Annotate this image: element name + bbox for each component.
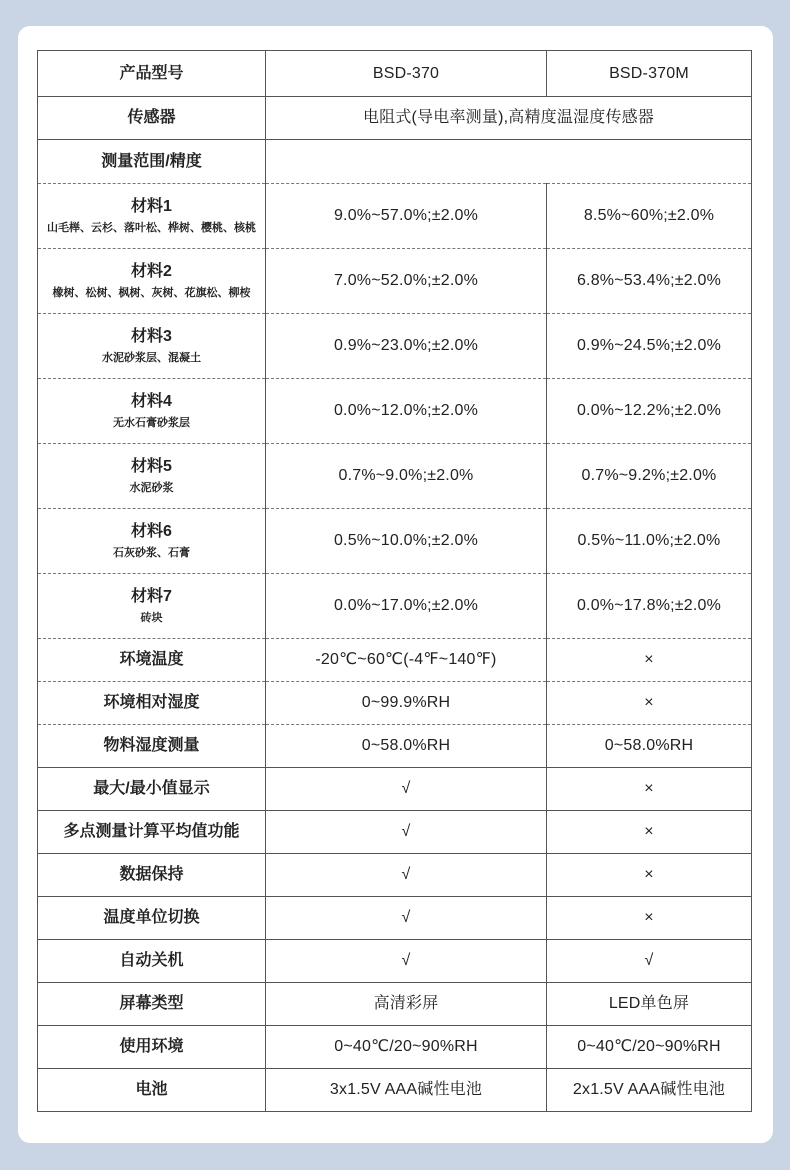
spec-row bbox=[38, 940, 752, 983]
material-value-b: 0.7%~9.2%;±2.0% bbox=[547, 444, 752, 509]
header-label: 产品型号 bbox=[38, 51, 266, 97]
spec-value-a: 高清彩屏 bbox=[266, 983, 547, 1026]
material-title: 材料5 bbox=[131, 457, 172, 475]
material-label-cell bbox=[38, 574, 266, 639]
spec-row bbox=[38, 854, 752, 897]
spec-row bbox=[38, 983, 752, 1026]
material-title: 材料2 bbox=[131, 262, 172, 280]
spec-row bbox=[38, 682, 752, 725]
spec-value-a: √ bbox=[266, 768, 547, 811]
material-value-a: 0.0%~17.0%;±2.0% bbox=[266, 574, 547, 639]
spec-value-b: 0~58.0%RH bbox=[547, 725, 752, 768]
spec-value-b: × bbox=[547, 897, 752, 940]
material-subtitle: 无水石膏砂浆层 bbox=[113, 417, 190, 429]
range-label: 测量范围/精度 bbox=[38, 140, 266, 184]
spec-row bbox=[38, 725, 752, 768]
material-row bbox=[38, 444, 752, 509]
material-subtitle: 砖块 bbox=[140, 612, 163, 624]
spec-value-a: 0~58.0%RH bbox=[266, 725, 547, 768]
material-value-a: 0.5%~10.0%;±2.0% bbox=[266, 509, 547, 574]
spec-value-a: √ bbox=[266, 940, 547, 983]
range-empty bbox=[266, 140, 752, 184]
material-value-b: 0.0%~12.2%;±2.0% bbox=[547, 379, 752, 444]
material-value-b: 8.5%~60%;±2.0% bbox=[547, 184, 752, 249]
material-value-a: 9.0%~57.0%;±2.0% bbox=[266, 184, 547, 249]
material-subtitle: 水泥砂浆 bbox=[129, 482, 174, 494]
spec-row bbox=[38, 897, 752, 940]
material-value-b: 0.5%~11.0%;±2.0% bbox=[547, 509, 752, 574]
model-b-name: BSD-370M bbox=[547, 51, 752, 97]
spec-row-label: 环境相对湿度 bbox=[38, 682, 266, 725]
spec-row-label: 电池 bbox=[38, 1069, 266, 1112]
material-value-b: 0.0%~17.8%;±2.0% bbox=[547, 574, 752, 639]
range-row bbox=[38, 140, 752, 184]
material-row bbox=[38, 509, 752, 574]
material-label-cell bbox=[38, 249, 266, 314]
spec-row bbox=[38, 639, 752, 682]
material-row bbox=[38, 184, 752, 249]
sensor-value: 电阻式(导电率测量),高精度温湿度传感器 bbox=[266, 97, 752, 140]
spec-value-a: √ bbox=[266, 811, 547, 854]
material-label-cell bbox=[38, 184, 266, 249]
spec-value-a: √ bbox=[266, 897, 547, 940]
model-a-name: BSD-370 bbox=[266, 51, 547, 97]
material-subtitle: 山毛榉、云杉、落叶松、桦树、樱桃、核桃 bbox=[47, 222, 256, 234]
spec-card bbox=[18, 26, 773, 1143]
spec-value-a: -20℃~60℃(-4℉~140℉) bbox=[266, 639, 547, 682]
material-subtitle: 石灰砂浆、石膏 bbox=[113, 547, 190, 559]
material-subtitle: 橡树、松树、枫树、灰树、花旗松、柳桉 bbox=[52, 287, 251, 299]
spec-value-b: × bbox=[547, 768, 752, 811]
material-value-a: 0.7%~9.0%;±2.0% bbox=[266, 444, 547, 509]
material-value-b: 6.8%~53.4%;±2.0% bbox=[547, 249, 752, 314]
spec-value-b: LED单色屏 bbox=[547, 983, 752, 1026]
spec-row-label: 温度单位切换 bbox=[38, 897, 266, 940]
material-value-a: 0.0%~12.0%;±2.0% bbox=[266, 379, 547, 444]
spec-row bbox=[38, 1026, 752, 1069]
spec-row-label: 最大/最小值显示 bbox=[38, 768, 266, 811]
spec-row-label: 多点测量计算平均值功能 bbox=[38, 811, 266, 854]
spec-row-label: 环境温度 bbox=[38, 639, 266, 682]
spec-value-b: × bbox=[547, 682, 752, 725]
material-subtitle: 水泥砂浆层、混凝土 bbox=[102, 352, 201, 364]
material-value-b: 0.9%~24.5%;±2.0% bbox=[547, 314, 752, 379]
material-value-a: 0.9%~23.0%;±2.0% bbox=[266, 314, 547, 379]
spec-value-b: × bbox=[547, 854, 752, 897]
material-label-cell bbox=[38, 509, 266, 574]
sensor-row bbox=[38, 97, 752, 140]
spec-row-label: 自动关机 bbox=[38, 940, 266, 983]
spec-value-b: 0~40℃/20~90%RH bbox=[547, 1026, 752, 1069]
spec-table bbox=[37, 50, 752, 1112]
spec-row bbox=[38, 811, 752, 854]
spec-value-a: 3x1.5V AAA碱性电池 bbox=[266, 1069, 547, 1112]
sensor-label: 传感器 bbox=[38, 97, 266, 140]
spec-row-label: 物料湿度测量 bbox=[38, 725, 266, 768]
material-row bbox=[38, 314, 752, 379]
material-label-cell bbox=[38, 379, 266, 444]
spec-value-b: 2x1.5V AAA碱性电池 bbox=[547, 1069, 752, 1112]
header-row bbox=[38, 51, 752, 97]
material-row bbox=[38, 379, 752, 444]
material-label-cell bbox=[38, 314, 266, 379]
material-row bbox=[38, 574, 752, 639]
material-title: 材料3 bbox=[131, 327, 172, 345]
spec-row bbox=[38, 1069, 752, 1112]
spec-value-a: √ bbox=[266, 854, 547, 897]
material-value-a: 7.0%~52.0%;±2.0% bbox=[266, 249, 547, 314]
spec-value-b: × bbox=[547, 639, 752, 682]
spec-value-b: √ bbox=[547, 940, 752, 983]
material-title: 材料6 bbox=[131, 522, 172, 540]
material-title: 材料4 bbox=[131, 392, 172, 410]
spec-row bbox=[38, 768, 752, 811]
spec-value-a: 0~40℃/20~90%RH bbox=[266, 1026, 547, 1069]
spec-value-a: 0~99.9%RH bbox=[266, 682, 547, 725]
spec-value-b: × bbox=[547, 811, 752, 854]
material-label-cell bbox=[38, 444, 266, 509]
spec-row-label: 屏幕类型 bbox=[38, 983, 266, 1026]
material-row bbox=[38, 249, 752, 314]
material-title: 材料1 bbox=[131, 197, 172, 215]
material-title: 材料7 bbox=[131, 587, 172, 605]
spec-row-label: 使用环境 bbox=[38, 1026, 266, 1069]
spec-row-label: 数据保持 bbox=[38, 854, 266, 897]
